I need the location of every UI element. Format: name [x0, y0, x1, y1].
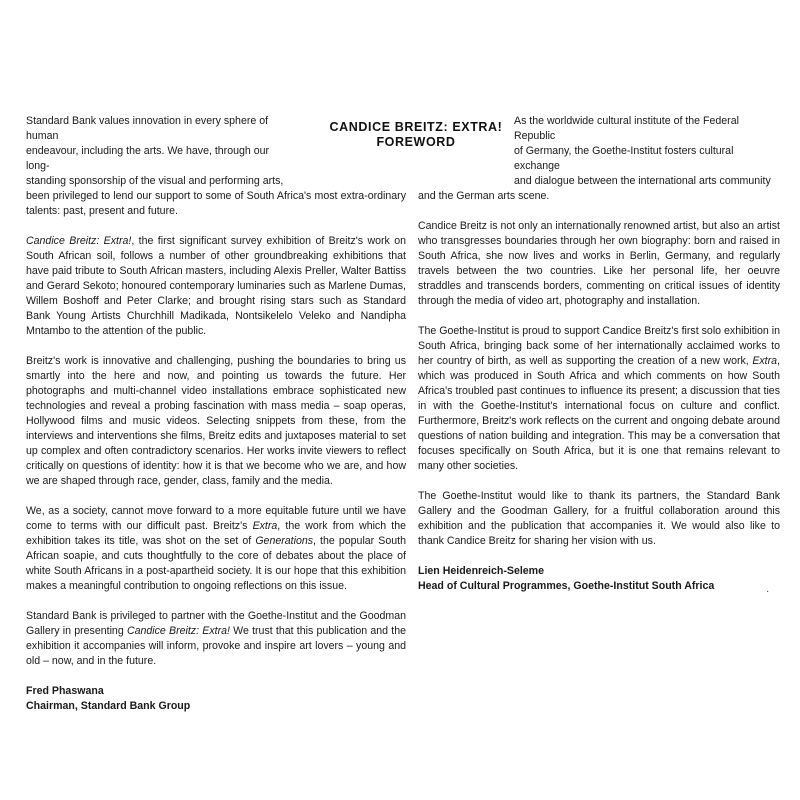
right-intro-rest: and the German arts scene.	[418, 190, 550, 202]
left-paragraph-2	[26, 234, 406, 339]
left-p4-text-b: , the work from which the exhibition takes its title, was shot on the set of	[26, 520, 406, 547]
right-paragraph-3	[418, 324, 780, 474]
right-p3-italic: Extra	[752, 355, 778, 367]
right-paragraph-4: The Goethe-Institut would like to thank its partners, the Standard Bank Gallery and the Goodman Gallery, for a fruitful collaboration around this exhibition and the publication that accompanies it. We would also like to thank Candice Breitz for sharing her vision with us.	[418, 490, 780, 547]
left-intro-line-1: Standard Bank values innovation in every sphere of human	[26, 115, 269, 142]
left-p2-italic: Candice Breitz: Extra!	[26, 235, 132, 247]
title-line-1: CANDICE BREITZ: EXTRA!	[329, 120, 503, 134]
right-intro-line-3: and dialogue between the international arts community	[514, 175, 771, 187]
right-intro-line-2: of Germany, the Goethe-Institut fosters cultural exchange	[514, 145, 734, 172]
left-intro-line-2: endeavour, including the arts. We have, through our long-	[26, 145, 270, 172]
right-signature	[418, 564, 780, 594]
right-signature-title: Head of Cultural Programmes, Goethe-Institut South Africa	[418, 580, 715, 592]
left-paragraph-5	[26, 609, 406, 669]
left-p4-italic-2: Generations	[255, 535, 314, 547]
left-intro-rest: been privileged to lend our support to some of South Africa's most extra-ordinary talents: past, present and future.	[26, 190, 406, 217]
left-p5-text-b: We trust that this publication and the exhibition it accompanies will inform, provoke and inspire art lovers – young and old – now, and in the future.	[26, 625, 406, 667]
left-p5-text-a: Standard Bank is privileged to partner with the Goethe-Institut and the Goodman Gallery in presenting	[26, 610, 406, 637]
right-intro-indented	[418, 114, 780, 189]
right-p3-text-a: The Goethe-Institut is proud to support Candice Breitz's first solo exhibition in South Africa, bringing back some of her internationally acclaimed works to her country of birth, as well as supporting the creation of a new work,	[418, 325, 780, 367]
left-signature	[26, 684, 406, 714]
left-signature-name: Fred Phaswana	[26, 685, 104, 697]
left-p2-rest: , the first significant survey exhibition of Breitz's work on South African soil, follows a number of other groundbreaking exhibitions that have paid tribute to South African masters, including Alexis Preller, Walter Battiss and Gerard Sekoto; honoured contemporary luminaries such as Marlene Dumas, Willem Boshoff and Peter Clarke; and brought rising stars such as Standard Bank Young Artists Churchhill Madikada, Nontsikelelo Veleko and Nandipha Mntambo to the attention of the public.	[26, 235, 406, 337]
left-intro-line-3: standing sponsorship of the visual and performing arts,	[26, 175, 284, 187]
left-p4-italic-1: Extra	[252, 520, 278, 532]
left-p4-text-a: We, as a society, cannot move forward to a more equitable future until we have come to terms with our difficult past. Breitz's	[26, 505, 406, 532]
scan-speck: ·	[766, 586, 770, 597]
right-intro-line-1: As the worldwide cultural institute of the Federal Republic	[514, 115, 739, 142]
left-signature-title: Chairman, Standard Bank Group	[26, 700, 191, 712]
left-paragraph-4	[26, 504, 406, 594]
left-paragraph-3: Breitz's work is innovative and challenging, pushing the boundaries to bring us smartly into the here and now, and pointing us towards the future. Her photographs and multi-channel video installations embrace sophisticated new technologies and reveal a probing fascination with mass media – soap operas, Hollywood films and music videos. Selecting snippets from these, from the interviews and interventions she films, Breitz edits and juxtaposes material to set up complex and often contradictory scenarios. Her works invite viewers to reflect critically on questions of identity: how it is that we become who we are, and how we are shaped through race, gender, class, family and the media.	[26, 355, 406, 487]
title-line-2: FOREWORD	[376, 135, 456, 149]
right-column	[418, 114, 780, 594]
left-intro-indented	[26, 114, 406, 189]
right-p3-text-b: , which was produced in South Africa and which comments on how South Africa's troubled past continues to influence its present; a discussion that ties in with the Goethe-Institut's international focus on culture and conflict. Furthermore, Breitz's work reflects on the current and ongoing debate around questions of nation building and integration. This may be a conversation that focuses specifically on South Africa, but it is one that remains relevant to many other societies.	[418, 355, 780, 472]
left-p4-text-c: , the popular South African soapie, and cuts thoughtfully to the core of debates about the place of white South Africans in a post-apartheid society. It is our hope that this exhibition makes a meaningful contribution to ongoing reflections on this issue.	[26, 535, 406, 592]
right-signature-name: Lien Heidenreich-Seleme	[418, 565, 544, 577]
left-p5-italic: Candice Breitz: Extra!	[126, 625, 230, 637]
right-paragraph-2: Candice Breitz is not only an internationally renowned artist, but also an artist who transgresses boundaries through her own biography: born and raised in South Africa, she now lives and works in Berlin, Germany, and regularly travels between the two countries. Like her personal life, her oeuvre straddles and transcends borders, commenting on critical issues of identity through the media of video art, photography and installation.	[418, 220, 780, 307]
left-column	[26, 114, 406, 714]
